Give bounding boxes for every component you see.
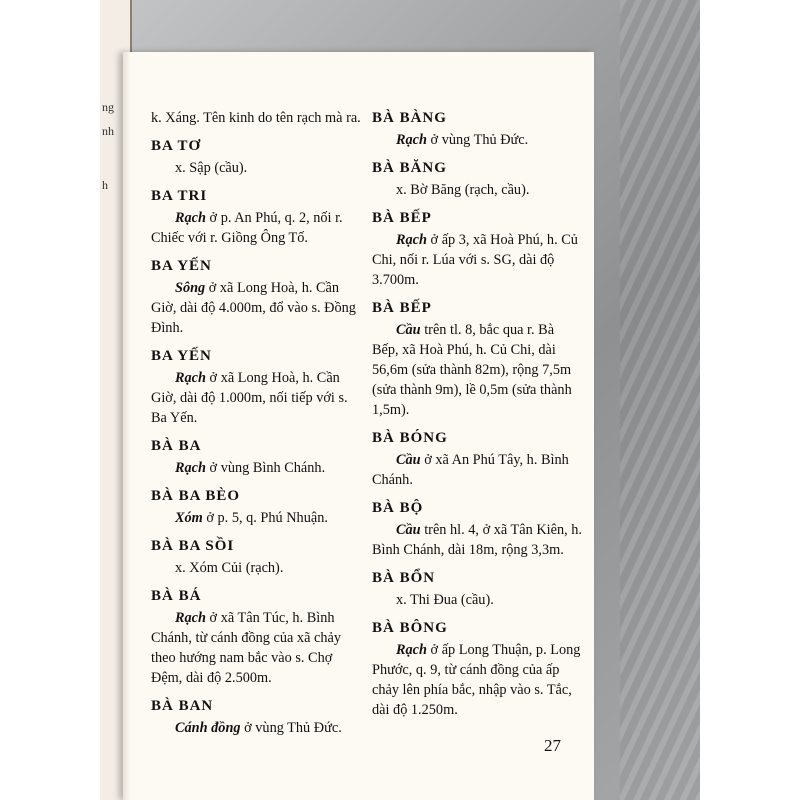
entry-headword: BÀ BA <box>151 438 202 454</box>
entry-body <box>151 278 361 338</box>
entry-keyword: Rạch <box>175 370 206 386</box>
entry-keyword: Rạch <box>396 132 427 148</box>
entry-headword: BÀ BÁ <box>151 588 202 604</box>
left-column <box>151 108 361 746</box>
entry-headword: BÀ BẾP <box>372 300 432 316</box>
entry-text: ở ấp 3, xã Hoà Phú, h. Củ Chi, nối r. Lúa với s. SG, dài độ 3.700m. <box>372 232 578 288</box>
dictionary-entry <box>151 136 361 178</box>
entry-text: ở vùng Bình Chánh. <box>205 460 326 476</box>
dictionary-entry <box>151 186 361 248</box>
entry-keyword: Rạch <box>175 460 206 476</box>
dictionary-entry <box>372 618 582 720</box>
entry-headword: BÀ BA BÈO <box>151 488 241 504</box>
entry-body <box>151 608 361 688</box>
continuation-text: k. Xáng. Tên kinh do tên rạch mà ra. <box>151 110 361 126</box>
entry-body <box>151 718 361 738</box>
entry-body <box>151 558 361 578</box>
page-number: 27 <box>544 736 561 755</box>
prev-page-fragment: nh <box>102 124 114 138</box>
dictionary-entry <box>151 346 361 428</box>
entry-text: ở xã An Phú Tây, h. Bình Chánh. <box>372 452 569 488</box>
dictionary-entry <box>151 256 361 338</box>
entry-text: trên tl. 8, bắc qua r. Bà Bếp, xã Hoà Phú, h. Củ Chi, dài 56,6m (sửa thành 82m), rộng 7,5m (sửa thành 9m), lề 0,5m (sửa thành 1,5m). <box>372 322 572 418</box>
entry-headword: BÀ BỔN <box>372 570 436 586</box>
entry-text: x. Xóm Củi (rạch). <box>175 560 284 576</box>
entry-body <box>372 520 582 560</box>
entry-keyword: Rạch <box>396 232 427 248</box>
dictionary-entry <box>372 158 582 200</box>
dictionary-entry <box>372 568 582 610</box>
entry-text: x. Bờ Băng (rạch, cầu). <box>396 182 530 198</box>
entry-text: x. Sập (cầu). <box>175 160 248 176</box>
entry-headword: BÀ BĂNG <box>372 160 447 176</box>
dictionary-entry <box>372 298 582 420</box>
entry-text: ở p. 5, q. Phú Nhuận. <box>202 510 328 526</box>
dictionary-entry <box>151 696 361 738</box>
dictionary-entry <box>372 208 582 290</box>
entry-headword: BA YẾN <box>151 348 212 364</box>
entry-body <box>151 208 361 248</box>
entry-text: ở vùng Thủ Đức. <box>240 720 342 736</box>
dictionary-entry <box>151 586 361 688</box>
entry-keyword: Cầu <box>396 452 421 468</box>
entry-text: trên hl. 4, ở xã Tân Kiên, h. Bình Chánh, dài 18m, rộng 3,3m. <box>372 522 582 558</box>
entry-body <box>372 180 582 200</box>
entry-keyword: Rạch <box>175 610 206 626</box>
dictionary-entry <box>151 436 361 478</box>
dictionary-entry <box>372 428 582 490</box>
page-gutter <box>123 52 131 800</box>
entry-text: ở xã Long Hoà, h. Cần Giờ, dài độ 4.000m, đổ vào s. Đồng Đình. <box>151 280 356 336</box>
entry-text: ở xã Tân Túc, h. Bình Chánh, từ cánh đồng của xã chảy theo hướng nam bắc vào s. Chợ Đệm, dài độ 2.500m. <box>151 610 341 686</box>
entry-text: ở xã Long Hoà, h. Cần Giờ, dài độ 1.000m, nối tiếp với s. Ba Yến. <box>151 370 348 426</box>
dictionary-entry <box>372 108 582 150</box>
entry-text: ở ấp Long Thuận, p. Long Phước, q. 9, từ cánh đồng của ấp chảy lên phía bắc, nhập vào s. Tắc, dài độ 1.250m. <box>372 642 581 718</box>
entry-headword: BÀ BÔNG <box>372 620 448 636</box>
entry-body <box>151 368 361 428</box>
entry-headword: BÀ BÀNG <box>372 110 447 126</box>
entry-keyword: Sông <box>175 280 206 296</box>
dictionary-entry <box>151 536 361 578</box>
entry-body <box>372 590 582 610</box>
entry-keyword: Cánh đồng <box>175 720 241 736</box>
entry-headword: BÀ BẾP <box>372 210 432 226</box>
entry-headword: BA TƠ <box>151 138 202 154</box>
right-column <box>372 108 582 728</box>
entry-headword: BA TRI <box>151 188 208 204</box>
entry-body <box>151 158 361 178</box>
entry-body <box>372 640 582 720</box>
entry-keyword: Cầu <box>396 522 421 538</box>
book-page <box>123 52 594 800</box>
entry-text: ở vùng Thủ Đức. <box>426 132 529 148</box>
entry-keyword: Cầu <box>396 322 421 338</box>
entry-keyword: Rạch <box>396 642 427 658</box>
entry-headword: BÀ BA SỒI <box>151 538 235 554</box>
marble-surface <box>620 0 700 800</box>
entry-body <box>151 508 361 528</box>
entry-body <box>372 450 582 490</box>
entry-keyword: Xóm <box>175 510 203 526</box>
entry-body <box>151 458 361 478</box>
prev-page-fragment: ng <box>102 100 114 114</box>
entry-headword: BA YẾN <box>151 258 212 274</box>
entry-keyword: Rạch <box>175 210 206 226</box>
entry-text: x. Thi Đua (cầu). <box>396 592 494 608</box>
entry-body <box>372 130 582 150</box>
entry-headword: BÀ BÓNG <box>372 430 448 446</box>
dictionary-entry <box>372 498 582 560</box>
prev-page-fragment: h <box>102 178 108 192</box>
entry-body <box>372 320 582 420</box>
dictionary-entry <box>151 486 361 528</box>
entry-body <box>372 230 582 290</box>
entry-headword: BÀ BAN <box>151 698 214 714</box>
entry-text: ở p. An Phú, q. 2, nối r. Chiếc với r. Giồng Ông Tố. <box>151 210 343 246</box>
entry-headword: BÀ BỘ <box>372 500 424 516</box>
